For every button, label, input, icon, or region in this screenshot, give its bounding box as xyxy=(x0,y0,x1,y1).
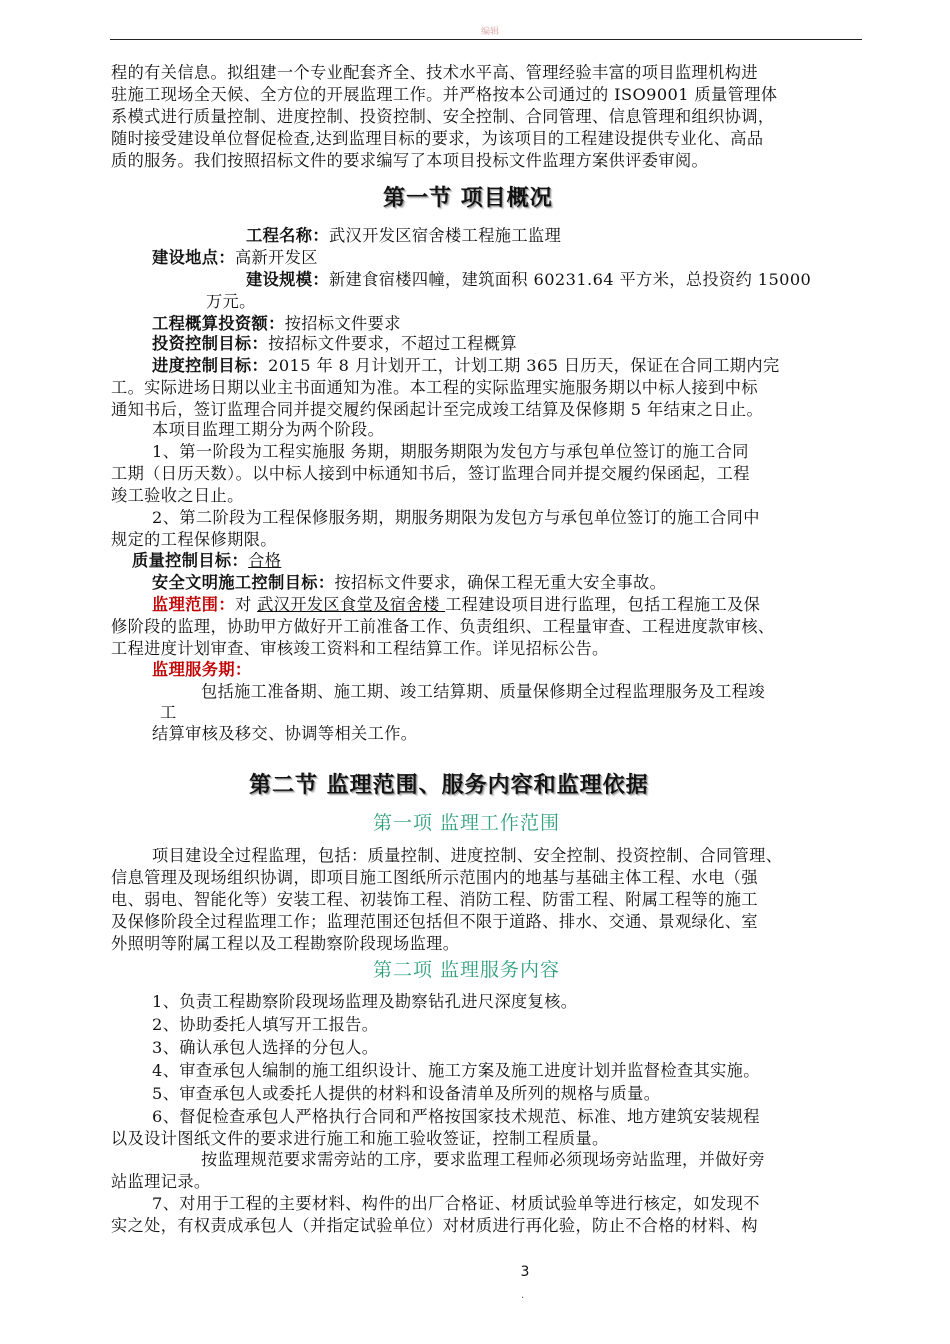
item2-line: 3、确认承包人选择的分包人。 xyxy=(152,1038,379,1057)
intro-line: 随时接受建设单位督促检查,达到监理目标的要求，为该项目的工程建设提供专业化、高品 xyxy=(111,129,764,148)
item2-line: 实之处，有权责成承包人（并指定试验单位）对材质进行再化验，防止不合格的材料、构 xyxy=(111,1216,758,1235)
project-name-value: 武汉开发区宿舍楼工程施工监理 xyxy=(328,226,562,245)
period-line: 包括施工准备期、施工期、竣工结算期、质量保修期全过程监理服务及工程竣 xyxy=(201,682,765,701)
item1-line: 电、弱电、智能化等）安装工程、初装饰工程、消防工程、防雷工程、附属工程等的施工 xyxy=(111,890,758,909)
project-name-row xyxy=(246,226,561,246)
scope-row xyxy=(152,595,760,615)
phases-intro: 本项目监理工期分为两个阶段。 xyxy=(152,420,385,439)
quality-row xyxy=(132,551,281,571)
scope-label: 监理范围： xyxy=(152,595,235,614)
period-line: 工 xyxy=(160,703,177,722)
safety-value: 按招标文件要求，确保工程无重大安全事故。 xyxy=(334,573,667,592)
item1-title: 第一项 监理工作范围 xyxy=(373,812,561,834)
invest-value: 按招标文件要求，不超过工程概算 xyxy=(268,334,517,353)
safety-row xyxy=(152,573,666,593)
progress-line: 通知书后，签订监理合同并提交履约保函起计至完成竣工结算及保修期 5 年结束之日止。 xyxy=(111,400,764,419)
intro-line: 质的服务。我们按照招标文件的要求编写了本项目投标文件监理方案供评委审阅。 xyxy=(111,151,709,170)
section1-title: 第一节 项目概况 xyxy=(383,185,553,211)
period-line: 结算审核及移交、协调等相关工作。 xyxy=(152,724,418,743)
budget-value: 按招标文件要求 xyxy=(284,314,401,333)
project-name-label: 工程名称： xyxy=(246,226,329,245)
phase1-line: 竣工验收之日止。 xyxy=(111,486,244,505)
progress-value: 2015 年 8 月计划开工，计划工期 365 日历天，保证在合同工期内完 xyxy=(268,356,780,375)
item1-line: 外照明等附属工程以及工程勘察阶段现场监理。 xyxy=(111,934,460,953)
header-mark: 编辑 xyxy=(480,27,499,37)
phase2-line: 规定的工程保修期限。 xyxy=(111,530,277,549)
quality-value: 合格 xyxy=(248,551,282,570)
safety-label: 安全文明施工控制目标： xyxy=(152,573,335,592)
scale-continued: 万元。 xyxy=(206,292,256,311)
item2-line: 1、负责工程勘察阶段现场监理及勘察钻孔进尺深度复核。 xyxy=(152,992,578,1011)
item2-title: 第二项 监理服务内容 xyxy=(373,959,561,981)
quality-label: 质量控制目标： xyxy=(132,551,249,570)
section2-title: 第二节 监理范围、服务内容和监理依据 xyxy=(249,772,649,798)
scope-line: 工程进度计划审查、审核竣工资料和工程结算工作。详见招标公告。 xyxy=(111,639,609,658)
scope-project-name: 武汉开发区食堂及宿舍楼 xyxy=(257,595,446,614)
budget-row xyxy=(152,314,401,334)
footer-dot: . xyxy=(521,1290,525,1301)
phase1-line: 1、第一阶段为工程实施服 务期，期服务期限为发包方与承包单位签订的施工合同 xyxy=(152,442,749,461)
item2-line: 4、审查承包人编制的施工组织设计、施工方案及施工进度计划并监督检查其实施。 xyxy=(152,1061,760,1080)
invest-label: 投资控制目标： xyxy=(152,334,269,353)
intro-line: 程的有关信息。拟组建一个专业配套齐全、技术水平高、管理经验丰富的项目监理机构进 xyxy=(111,63,758,82)
invest-row xyxy=(152,334,517,354)
item2-line: 5、审查承包人或委托人提供的材料和设备清单及所列的规格与质量。 xyxy=(152,1084,661,1103)
period-label: 监理服务期： xyxy=(152,660,252,679)
scope-line: 修阶段的监理，协助甲方做好开工前准备工作、负责组织、工程量审查、工程进度款审核、 xyxy=(111,617,775,636)
location-value: 高新开发区 xyxy=(234,248,318,267)
item2-line: 2、协助委托人填写开工报告。 xyxy=(152,1015,379,1034)
budget-label: 工程概算投资额： xyxy=(152,314,285,333)
progress-line: 工。实际进场日期以业主书面通知为准。本工程的实际监理实施服务期以中标人接到中标 xyxy=(111,378,758,397)
item2-line: 以及设计图纸文件的要求进行施工和施工验收签证，控制工程质量。 xyxy=(111,1129,609,1148)
scope-pre: 对 xyxy=(234,595,258,614)
intro-line: 系模式进行质量控制、进度控制、投资控制、安全控制、合同管理、信息管理和组织协调， xyxy=(111,107,775,126)
item1-line: 信息管理及现场组织协调，即项目施工图纸所示范围内的地基与基础主体工程、水电（强 xyxy=(111,868,758,887)
page-number: 3 xyxy=(520,1264,530,1280)
item2-line: 按监理规范要求需旁站的工序，要求监理工程师必须现场旁站监理，并做好旁 xyxy=(201,1150,765,1169)
item2-line: 7、对用于工程的主要材料、构件的出厂合格证、材质试验单等进行核定，如发现不 xyxy=(152,1194,760,1213)
scale-row xyxy=(246,270,811,290)
phase1-line: 工期（日历天数）。以中标人接到中标通知书后，签订监理合同并提交履约保函起，工程 xyxy=(111,464,750,483)
location-row xyxy=(152,248,318,268)
location-label: 建设地点： xyxy=(152,248,235,267)
item1-line: 及保修阶段全过程监理工作；监理范围还包括但不限于道路、排水、交通、景观绿化、室 xyxy=(111,912,758,931)
scope-rest: 工程建设项目进行监理，包括工程施工及保 xyxy=(445,595,761,614)
item2-line: 站监理记录。 xyxy=(111,1172,211,1191)
item2-line: 6、督促检查承包人严格执行合同和严格按国家技术规范、标准、地方建筑安装规程 xyxy=(152,1107,760,1126)
progress-row xyxy=(152,356,780,376)
progress-label: 进度控制目标： xyxy=(152,356,269,375)
scale-value: 新建食宿楼四幢，建筑面积 60231.64 平方米，总投资约 15000 xyxy=(328,270,812,289)
header-rule xyxy=(110,39,862,40)
phase2-line: 2、第二阶段为工程保修服务期，期服务期限为发包方与承包单位签订的施工合同中 xyxy=(152,508,760,527)
scale-label: 建设规模： xyxy=(246,270,329,289)
intro-line: 驻施工现场全天候、全方位的开展监理工作。并严格按本公司通过的 ISO9001 质量管理体 xyxy=(111,85,778,104)
item1-line: 项目建设全过程监理，包括：质量控制、进度控制、安全控制、投资控制、合同管理、 xyxy=(152,846,783,865)
